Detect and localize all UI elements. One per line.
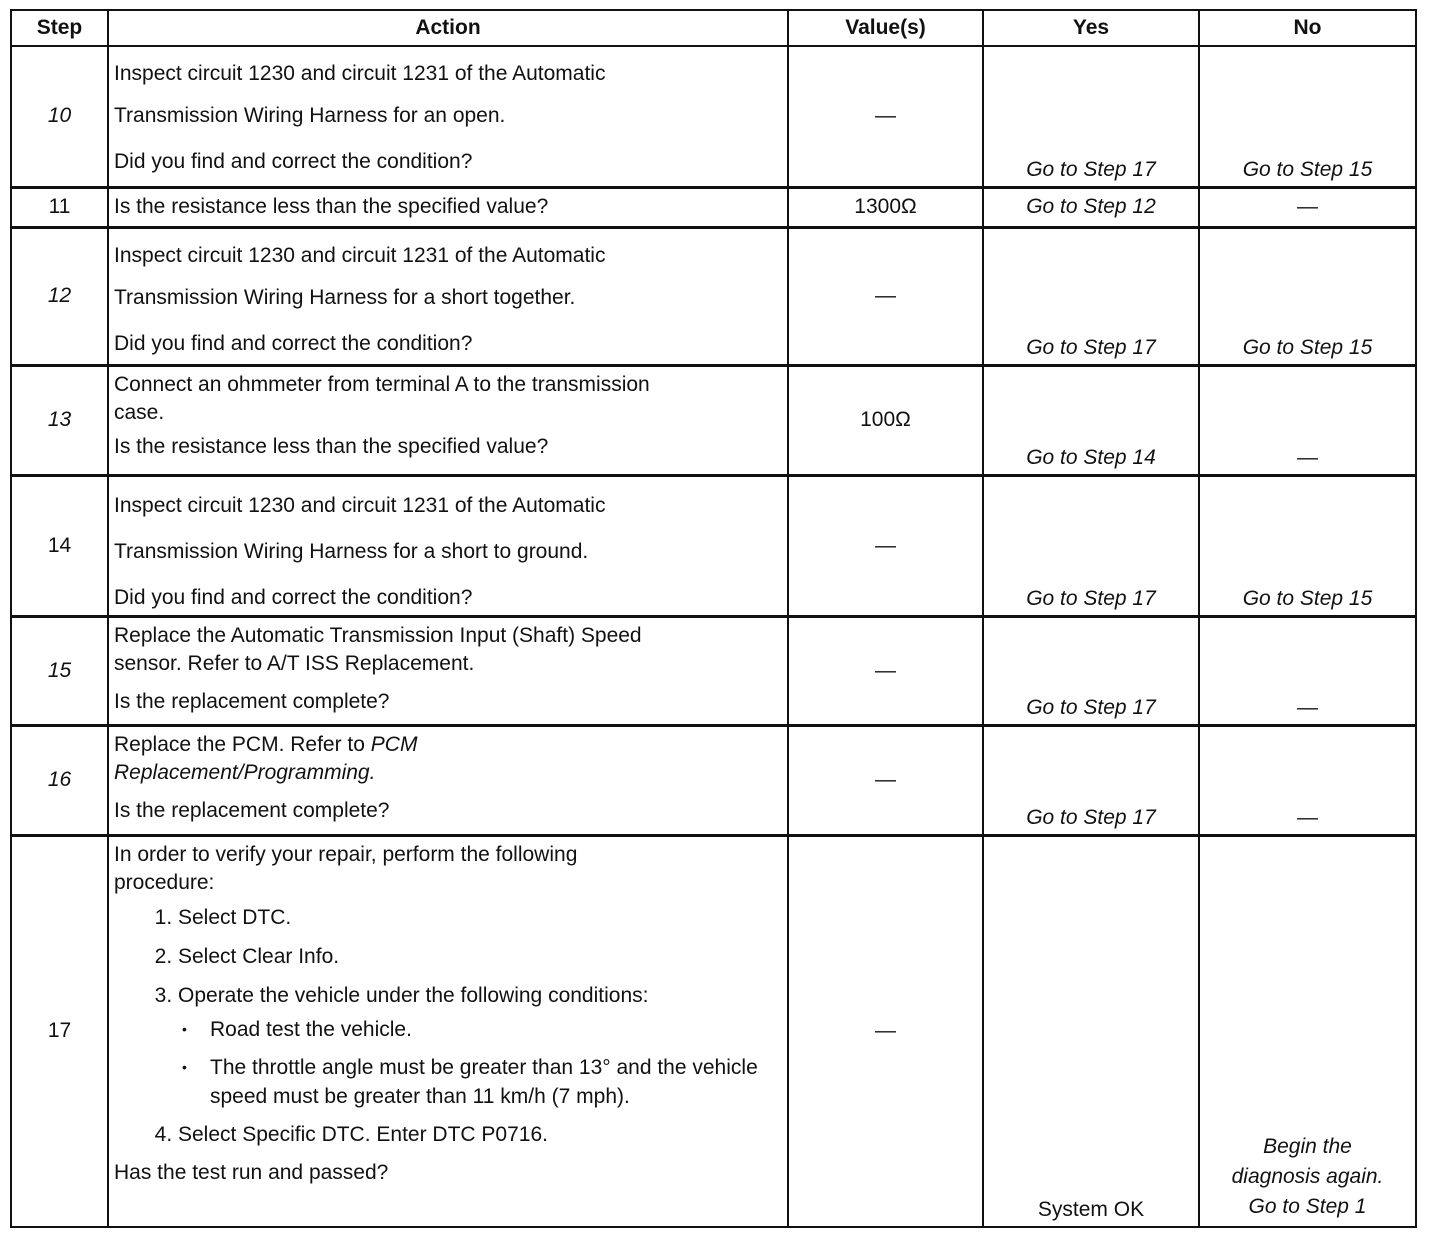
no-cell xyxy=(1199,835,1416,1227)
table-row xyxy=(11,227,1416,365)
value-cell: 100Ω xyxy=(788,365,983,475)
condition-item: • Road test the vehicle. xyxy=(206,1015,781,1044)
action-question: Is the replacement complete? xyxy=(114,689,390,713)
action-cell xyxy=(108,187,788,227)
table-row xyxy=(11,187,1416,227)
action-cell xyxy=(108,365,788,475)
table-row xyxy=(11,835,1416,1227)
action-question: Has the test run and passed? xyxy=(114,1160,389,1184)
step-cell: 11 xyxy=(11,187,108,227)
action-cell xyxy=(108,475,788,616)
step-cell: 15 xyxy=(11,616,108,725)
no-line: diagnosis again. xyxy=(1231,1165,1384,1188)
no-cell: — xyxy=(1199,187,1416,227)
table-row xyxy=(11,616,1416,725)
step-cell: 14 xyxy=(11,475,108,616)
procedure-list xyxy=(114,903,781,1150)
diagnostic-table xyxy=(10,9,1417,1228)
procedure-step: 2. Select Clear Info. xyxy=(178,942,781,972)
condition-item: • The throttle angle must be greater than 13° and the vehicle speed must be greater than 11 km/h (7 mph). xyxy=(206,1053,781,1111)
yes-cell: Go to Step 14 xyxy=(983,365,1199,475)
yes-cell: Go to Step 17 xyxy=(983,475,1199,616)
no-cell: — xyxy=(1199,365,1416,475)
step-cell: 13 xyxy=(11,365,108,475)
action-line: Transmission Wiring Harness for a short to ground. xyxy=(114,539,589,563)
action-cell xyxy=(108,227,788,365)
condition-list xyxy=(178,1015,781,1111)
yes-cell: Go to Step 17 xyxy=(983,725,1199,835)
action-cell xyxy=(108,725,788,835)
header-no: No xyxy=(1199,10,1416,46)
value-cell: — xyxy=(788,835,983,1227)
action-cell xyxy=(108,616,788,725)
action-question: Did you find and correct the condition? xyxy=(114,150,473,173)
header-values: Value(s) xyxy=(788,10,983,46)
value-cell: 1300Ω xyxy=(788,187,983,227)
action-line: case. xyxy=(114,400,165,424)
action-line: procedure: xyxy=(114,870,215,894)
action-cell xyxy=(108,46,788,187)
value-cell: — xyxy=(788,616,983,725)
action-line: Inspect circuit 1230 and circuit 1231 of the Automatic xyxy=(114,62,606,85)
value-cell: — xyxy=(788,475,983,616)
step-cell: 17 xyxy=(11,835,108,1227)
header-yes: Yes xyxy=(983,10,1199,46)
action-line: Transmission Wiring Harness for an open. xyxy=(114,104,506,127)
action-cell xyxy=(108,835,788,1227)
no-cell: Go to Step 15 xyxy=(1199,227,1416,365)
action-line: Replace the Automatic Transmission Input (Shaft) Speed xyxy=(114,623,642,647)
value-cell: — xyxy=(788,227,983,365)
action-line: Transmission Wiring Harness for a short together. xyxy=(114,285,576,309)
yes-cell: Go to Step 17 xyxy=(983,227,1199,365)
procedure-step-text: Operate the vehicle under the following conditions: xyxy=(178,983,649,1007)
yes-cell: Go to Step 17 xyxy=(983,616,1199,725)
action-reference: Replacement/Programming. xyxy=(114,760,376,784)
table-row xyxy=(11,725,1416,835)
no-line: Begin the xyxy=(1263,1135,1352,1158)
header-row xyxy=(11,10,1416,46)
table-row xyxy=(11,46,1416,187)
action-line: In order to verify your repair, perform the following xyxy=(114,842,578,866)
action-question: Is the resistance less than the specified value? xyxy=(114,434,549,458)
action-line xyxy=(114,731,781,759)
step-cell: 10 xyxy=(11,46,108,187)
table-row xyxy=(11,475,1416,616)
value-cell: — xyxy=(788,725,983,835)
procedure-step: 4. Select Specific DTC. Enter DTC P0716. xyxy=(178,1120,781,1150)
step-cell: 12 xyxy=(11,227,108,365)
header-step: Step xyxy=(11,10,108,46)
action-text: Replace the PCM. Refer to xyxy=(114,732,371,756)
header-action: Action xyxy=(108,10,788,46)
action-line: Connect an ohmmeter from terminal A to the transmission xyxy=(114,372,650,396)
action-question: Is the replacement complete? xyxy=(114,798,390,822)
procedure-step xyxy=(178,981,781,1111)
step-cell: 16 xyxy=(11,725,108,835)
no-cell: Go to Step 15 xyxy=(1199,46,1416,187)
yes-cell: Go to Step 12 xyxy=(983,187,1199,227)
value-cell: — xyxy=(788,46,983,187)
yes-cell: System OK xyxy=(983,835,1199,1227)
no-cell: — xyxy=(1199,616,1416,725)
action-line: Inspect circuit 1230 and circuit 1231 of the Automatic xyxy=(114,243,606,267)
no-cell: Go to Step 15 xyxy=(1199,475,1416,616)
yes-cell: Go to Step 17 xyxy=(983,46,1199,187)
action-question: Did you find and correct the condition? xyxy=(114,585,473,609)
table-row xyxy=(11,365,1416,475)
action-line: Inspect circuit 1230 and circuit 1231 of the Automatic xyxy=(114,493,606,517)
no-line: Go to Step 1 xyxy=(1248,1195,1367,1218)
action-line: sensor. Refer to A/T ISS Replacement. xyxy=(114,651,475,675)
no-cell: — xyxy=(1199,725,1416,835)
procedure-step: 1. Select DTC. xyxy=(178,903,781,933)
action-question: Did you find and correct the condition? xyxy=(114,331,473,355)
action-reference: PCM xyxy=(370,732,418,756)
action-question: Is the resistance less than the specified value? xyxy=(114,195,549,218)
